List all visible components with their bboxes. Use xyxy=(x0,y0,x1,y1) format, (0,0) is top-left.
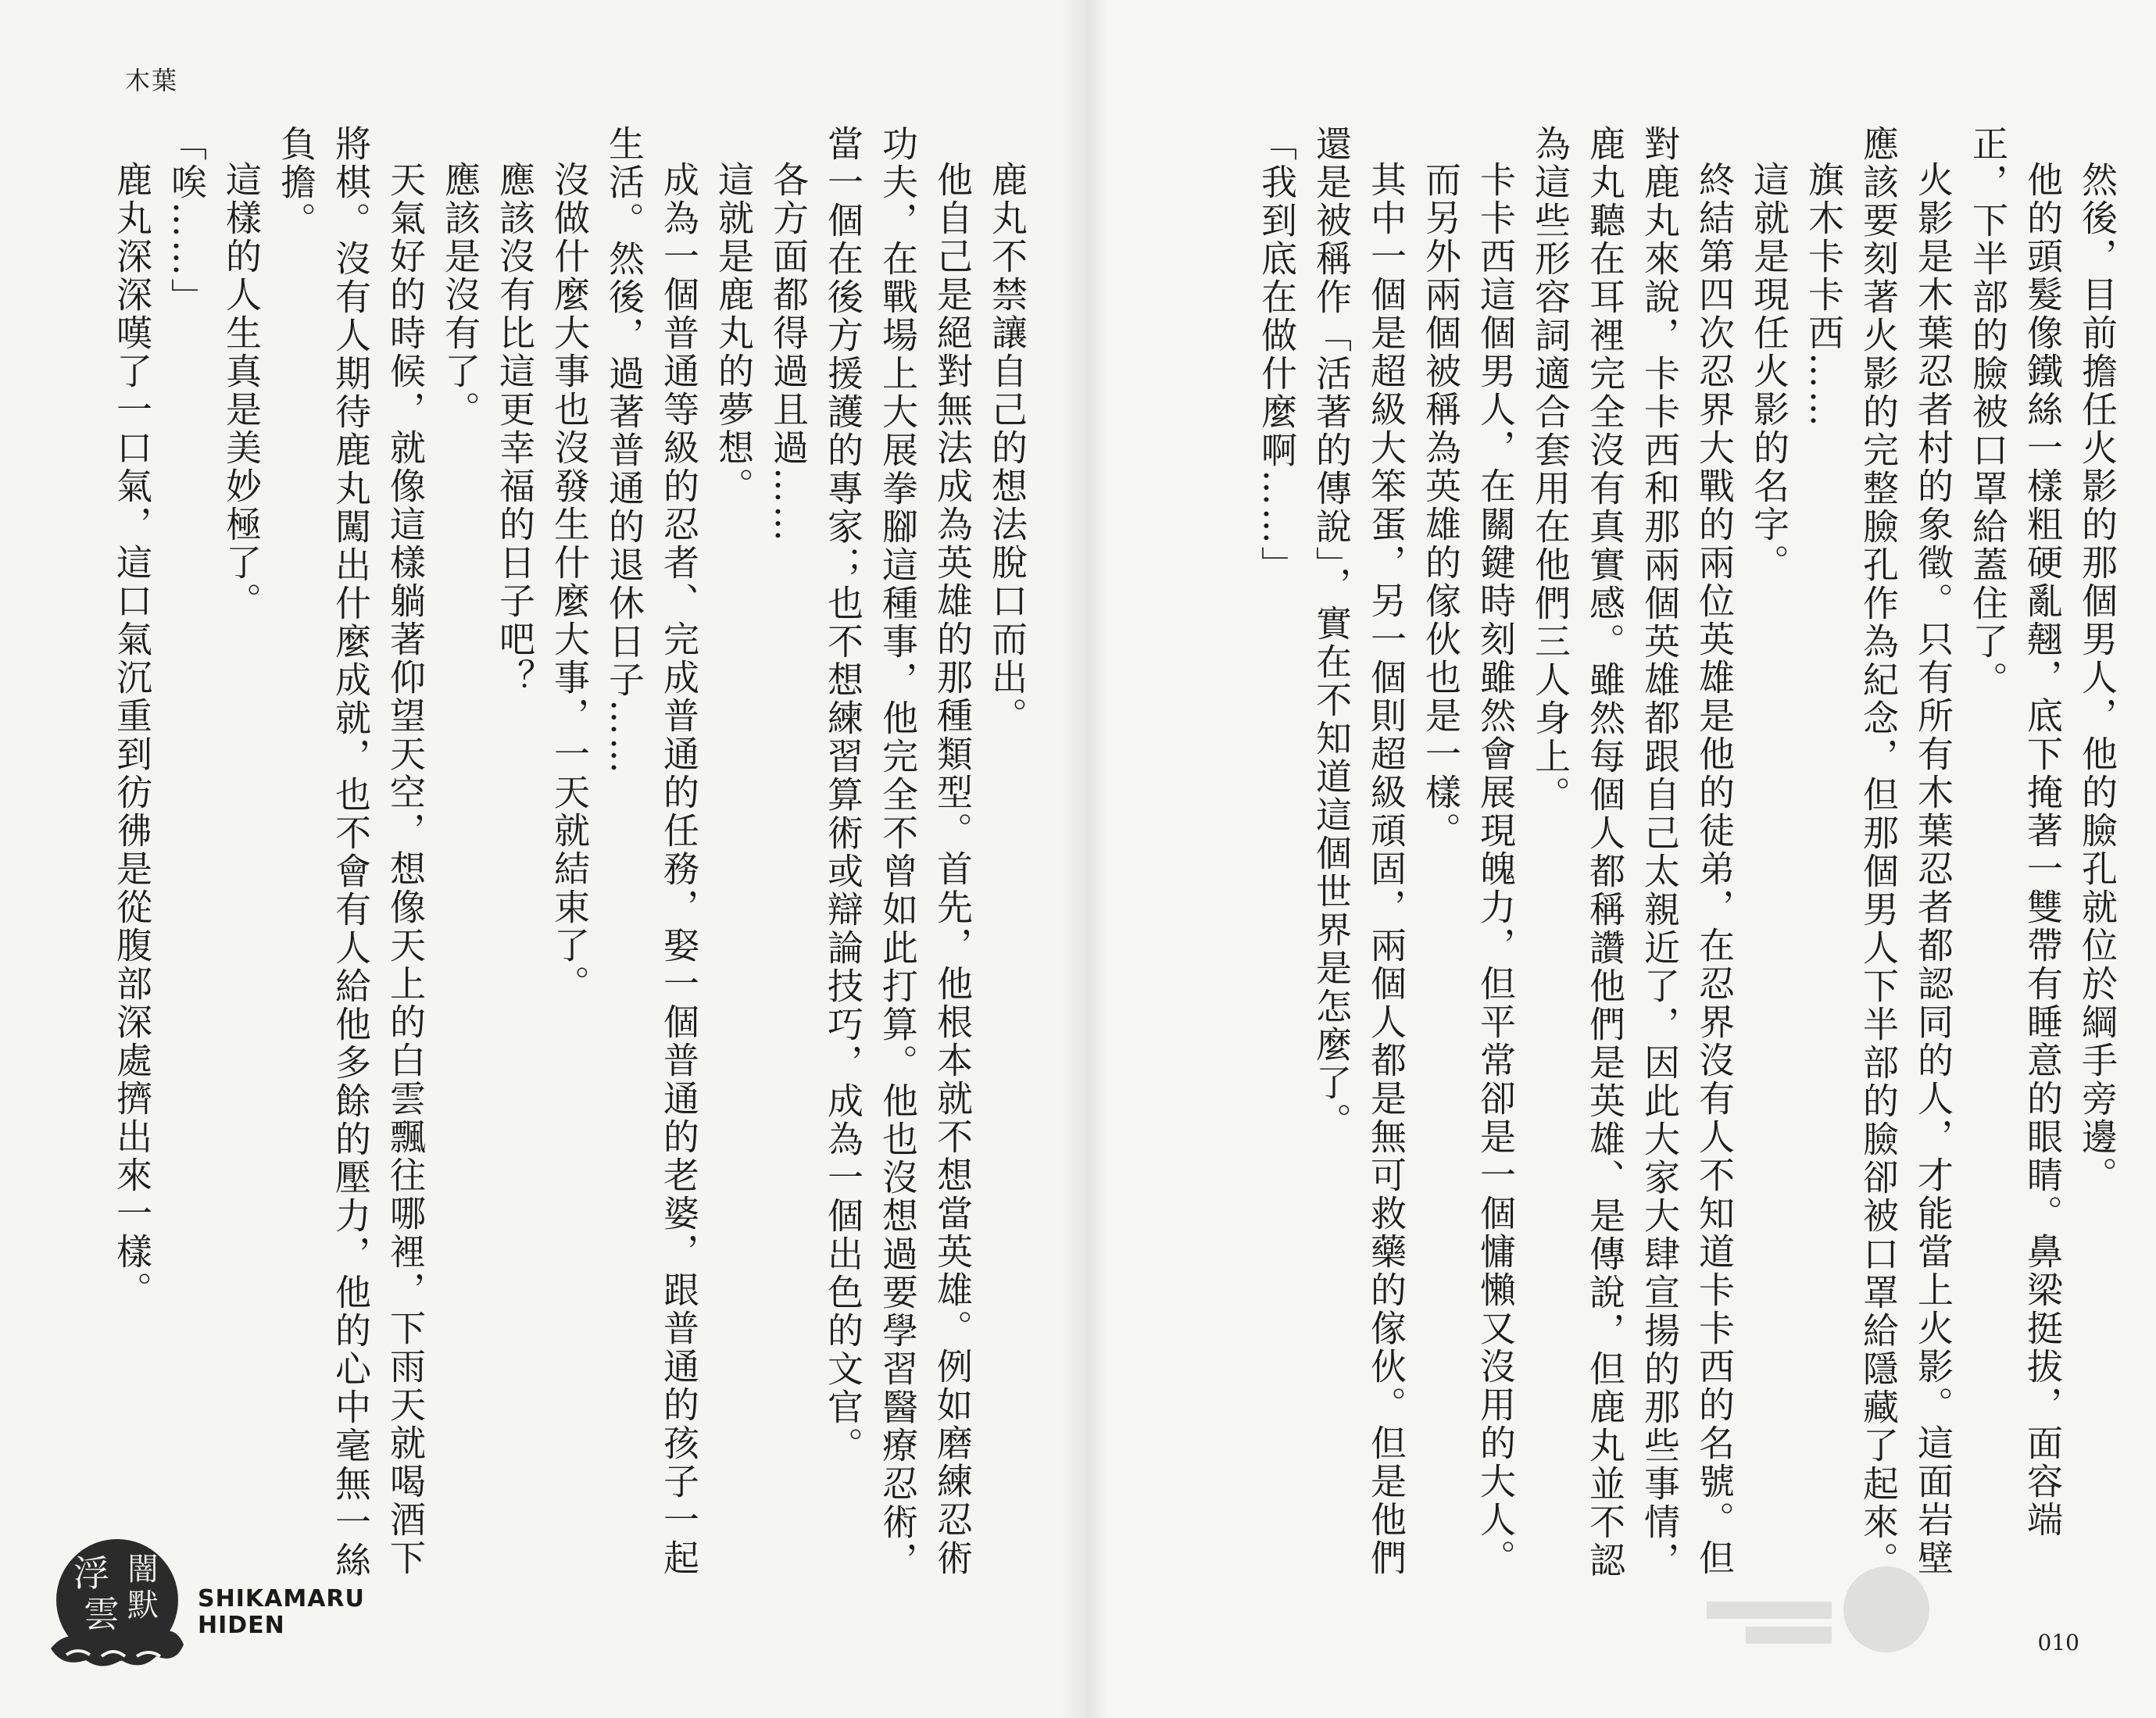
svg-text:闇: 闇 xyxy=(127,1552,159,1588)
paragraph: 成為一個普通等級的忍者、完成普通的任務，娶一個普通的老婆，跟普通的孩子一起生活。然後，過著普通的退休日子…… xyxy=(603,125,700,1577)
page-number: 010 xyxy=(2037,1630,2079,1655)
series-logo xyxy=(43,1531,365,1688)
svg-text:浮: 浮 xyxy=(73,1552,109,1595)
logo-title xyxy=(198,1586,365,1639)
paragraph: 他的頭髮像鐵絲一樣粗硬亂翹，底下掩著一雙帶有睡意的眼睛。鼻梁挺拔，面容端正，下半部的臉被口罩給蓋住了。 xyxy=(1967,125,2064,1539)
paragraph: 而另外兩個被稱為英雄的傢伙也是一樣。 xyxy=(1420,161,1462,850)
paragraph: 各方面都得過且過…… xyxy=(767,161,810,544)
cloud-seal-icon xyxy=(43,1531,191,1680)
paragraph: 應該是沒有了。 xyxy=(439,161,481,429)
paragraph: 終結第四次忍界大戰的兩位英雄是他的徒弟，在忍界沒有人不知道卡卡西的名號。但對鹿丸來說，卡卡西和那兩個英雄都跟自己太親近了，因此大家大肆宣揚的那些事情，鹿丸聽在耳裡完全沒有真實感。雖然每個人都稱讚他們是英雄、是傳說，但鹿丸並不認為這些形容詞適合套用在他們三人身上。 xyxy=(1529,125,1736,1580)
dialogue-line: 「我到底在做什麼啊……」 xyxy=(1256,125,1298,584)
paragraph: 旗木卡卡西…… xyxy=(1803,161,1845,429)
svg-text:默: 默 xyxy=(127,1588,159,1623)
right-page xyxy=(1082,0,2156,1718)
paragraph: 其中一個是超級大笨蛋，另一個則超級頑固，兩個人都是無可救藥的傢伙。但是他們還是被稱作「活著的傳說」，實在不知道這個世界是怎麼了。 xyxy=(1310,125,1407,1577)
paragraph: 鹿丸深深嘆了一口氣，這口氣沉重到彷彿是從腹部深處擠出來一樣。 xyxy=(111,161,153,1309)
right-page-body xyxy=(1187,125,2125,1594)
paragraph: 這就是現任火影的名字。 xyxy=(1748,161,1790,582)
dialogue-line: 「唉……」 xyxy=(166,125,208,316)
show-through-logo-icon xyxy=(1699,1555,1933,1680)
paragraph: 這樣的人生真是美妙極了。 xyxy=(220,161,263,620)
svg-text:雲: 雲 xyxy=(84,1593,120,1635)
left-page-body xyxy=(113,125,1035,1594)
gutter-shadow xyxy=(1061,0,1108,1718)
paragraph: 火影是木葉忍者村的象徵。只有所有木葉忍者都認同的人，才能當上火影。這面岩壁應該要刻著火影的完整臉孔作為紀念，但那個男人下半部的臉卻被口罩給隱藏了起來。 xyxy=(1857,125,1954,1580)
logo-title-line2: HIDEN xyxy=(198,1612,285,1639)
running-head: 木葉 xyxy=(125,66,179,95)
paragraph: 這就是鹿丸的夢想。 xyxy=(713,161,755,505)
paragraph: 然後，目前擔任火影的那個男人，他的臉孔就位於綱手旁邊。 xyxy=(2076,161,2118,1195)
paragraph: 卡卡西這個男人，在關鍵時刻雖然會展現魄力，但平常卻是一個慵懶又沒用的大人。 xyxy=(1475,161,1517,1577)
paragraph: 應該沒有比這更幸福的日子吧？ xyxy=(494,161,536,697)
paragraph: 天氣好的時候，就像這樣躺著仰望天空，想像天上的白雲飄往哪裡，下雨天就喝酒下將棋。沒有人期待鹿丸闖出什麼成就，也不會有人給他多餘的壓力，他的心中毫無一絲負擔。 xyxy=(275,125,427,1580)
paragraph: 沒做什麼大事也沒發生什麼大事，一天就結束了。 xyxy=(549,161,591,1003)
paragraph: 他自己是絕對無法成為英雄的那種類型。首先，他根本就不想當英雄。例如磨練忍術功夫，在戰場上大展拳腳這種事，他完全不曾如此打算。他也沒想過要學習醫療忍術，當一個在後方援護的專家；也不想練習算術或辯論技巧，成為一個出色的文官。 xyxy=(822,125,974,1580)
paragraph: 鹿丸不禁讓自己的想法脫口而出。 xyxy=(986,161,1028,735)
logo-title-line1: SHIKAMARU xyxy=(198,1585,365,1613)
